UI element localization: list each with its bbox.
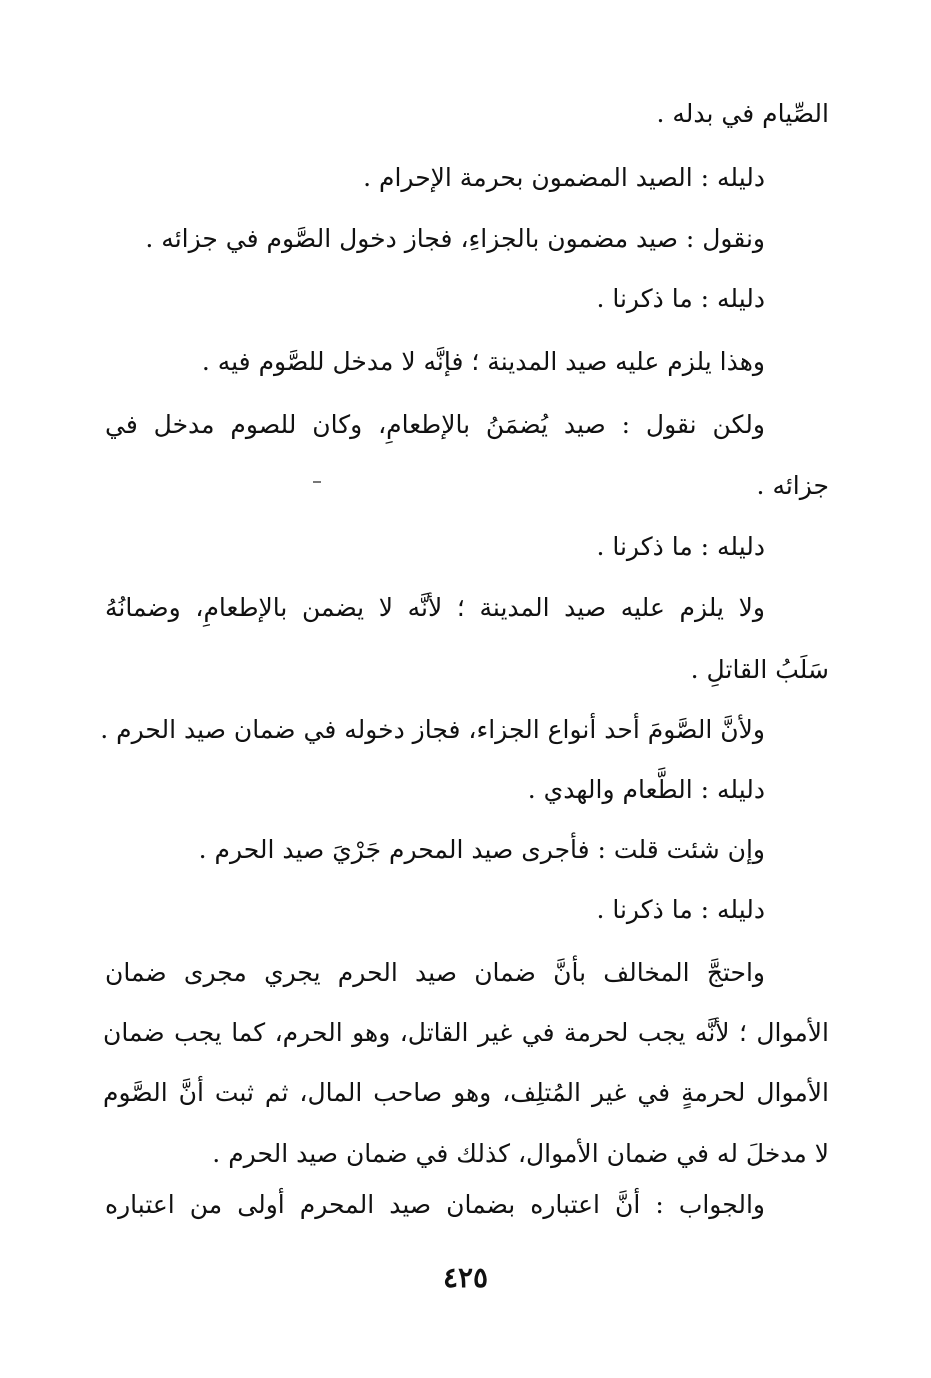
text-line-18: لا مدخلَ له في ضمان الأموال، كذلك في ضمان صيد الحرم .	[212, 1139, 829, 1168]
text-line-14: دليله : ما ذكرنا .	[596, 895, 765, 924]
text-line-12: دليله : الطَّعام والهدي .	[527, 775, 765, 804]
text-line-16: الأموال ؛ لأنَّه يجب لحرمة في غير القاتل، وهو الحرم، كما يجب ضمان	[103, 1018, 829, 1047]
stray-mark	[313, 481, 321, 483]
text-line-3: ونقول : صيد مضمون بالجزاءِ، فجاز دخول الصَّوم في جزائه .	[145, 224, 765, 253]
text-line-15: واحتجَّ المخالف بأنَّ ضمان صيد الحرم يجري مجرى ضمان	[105, 958, 765, 987]
text-line-19: والجواب : أنَّ اعتباره بضمان صيد المحرم أولى من اعتباره	[105, 1190, 765, 1219]
text-line-1: الصِّيام في بدله .	[656, 99, 829, 128]
page-number: ٤٢٥	[442, 1261, 489, 1294]
text-line-17: الأموال لحرمةٍ في غير المُتلِف، وهو صاحب المال، ثم ثبت أنَّ الصَّوم	[103, 1078, 829, 1107]
text-line-9: ولا يلزم عليه صيد المدينة ؛ لأنَّه لا يضمن بالإطعامِ، وضمانُهُ	[105, 593, 765, 622]
text-line-7: جزائه .	[756, 471, 829, 500]
text-line-4: دليله : ما ذكرنا .	[596, 284, 765, 313]
text-line-6: ولكن نقول : صيد يُضمَنُ بالإطعامِ، وكان للصوم مدخل في	[105, 410, 765, 439]
text-line-8: دليله : ما ذكرنا .	[596, 532, 765, 561]
text-line-13: وإن شئت قلت : فأجرى صيد المحرم جَرْيَ صيد الحرم .	[198, 835, 765, 864]
text-line-5: وهذا يلزم عليه صيد المدينة ؛ فإنَّه لا مدخل للصَّوم فيه .	[201, 347, 765, 376]
text-line-2: دليله : الصيد المضمون بحرمة الإحرام .	[363, 163, 765, 192]
text-line-11: ولأنَّ الصَّومَ أحد أنواع الجزاء، فجاز دخوله في ضمان صيد الحرم .	[100, 715, 765, 744]
text-line-10: سَلَبُ القاتلِ .	[690, 655, 829, 684]
